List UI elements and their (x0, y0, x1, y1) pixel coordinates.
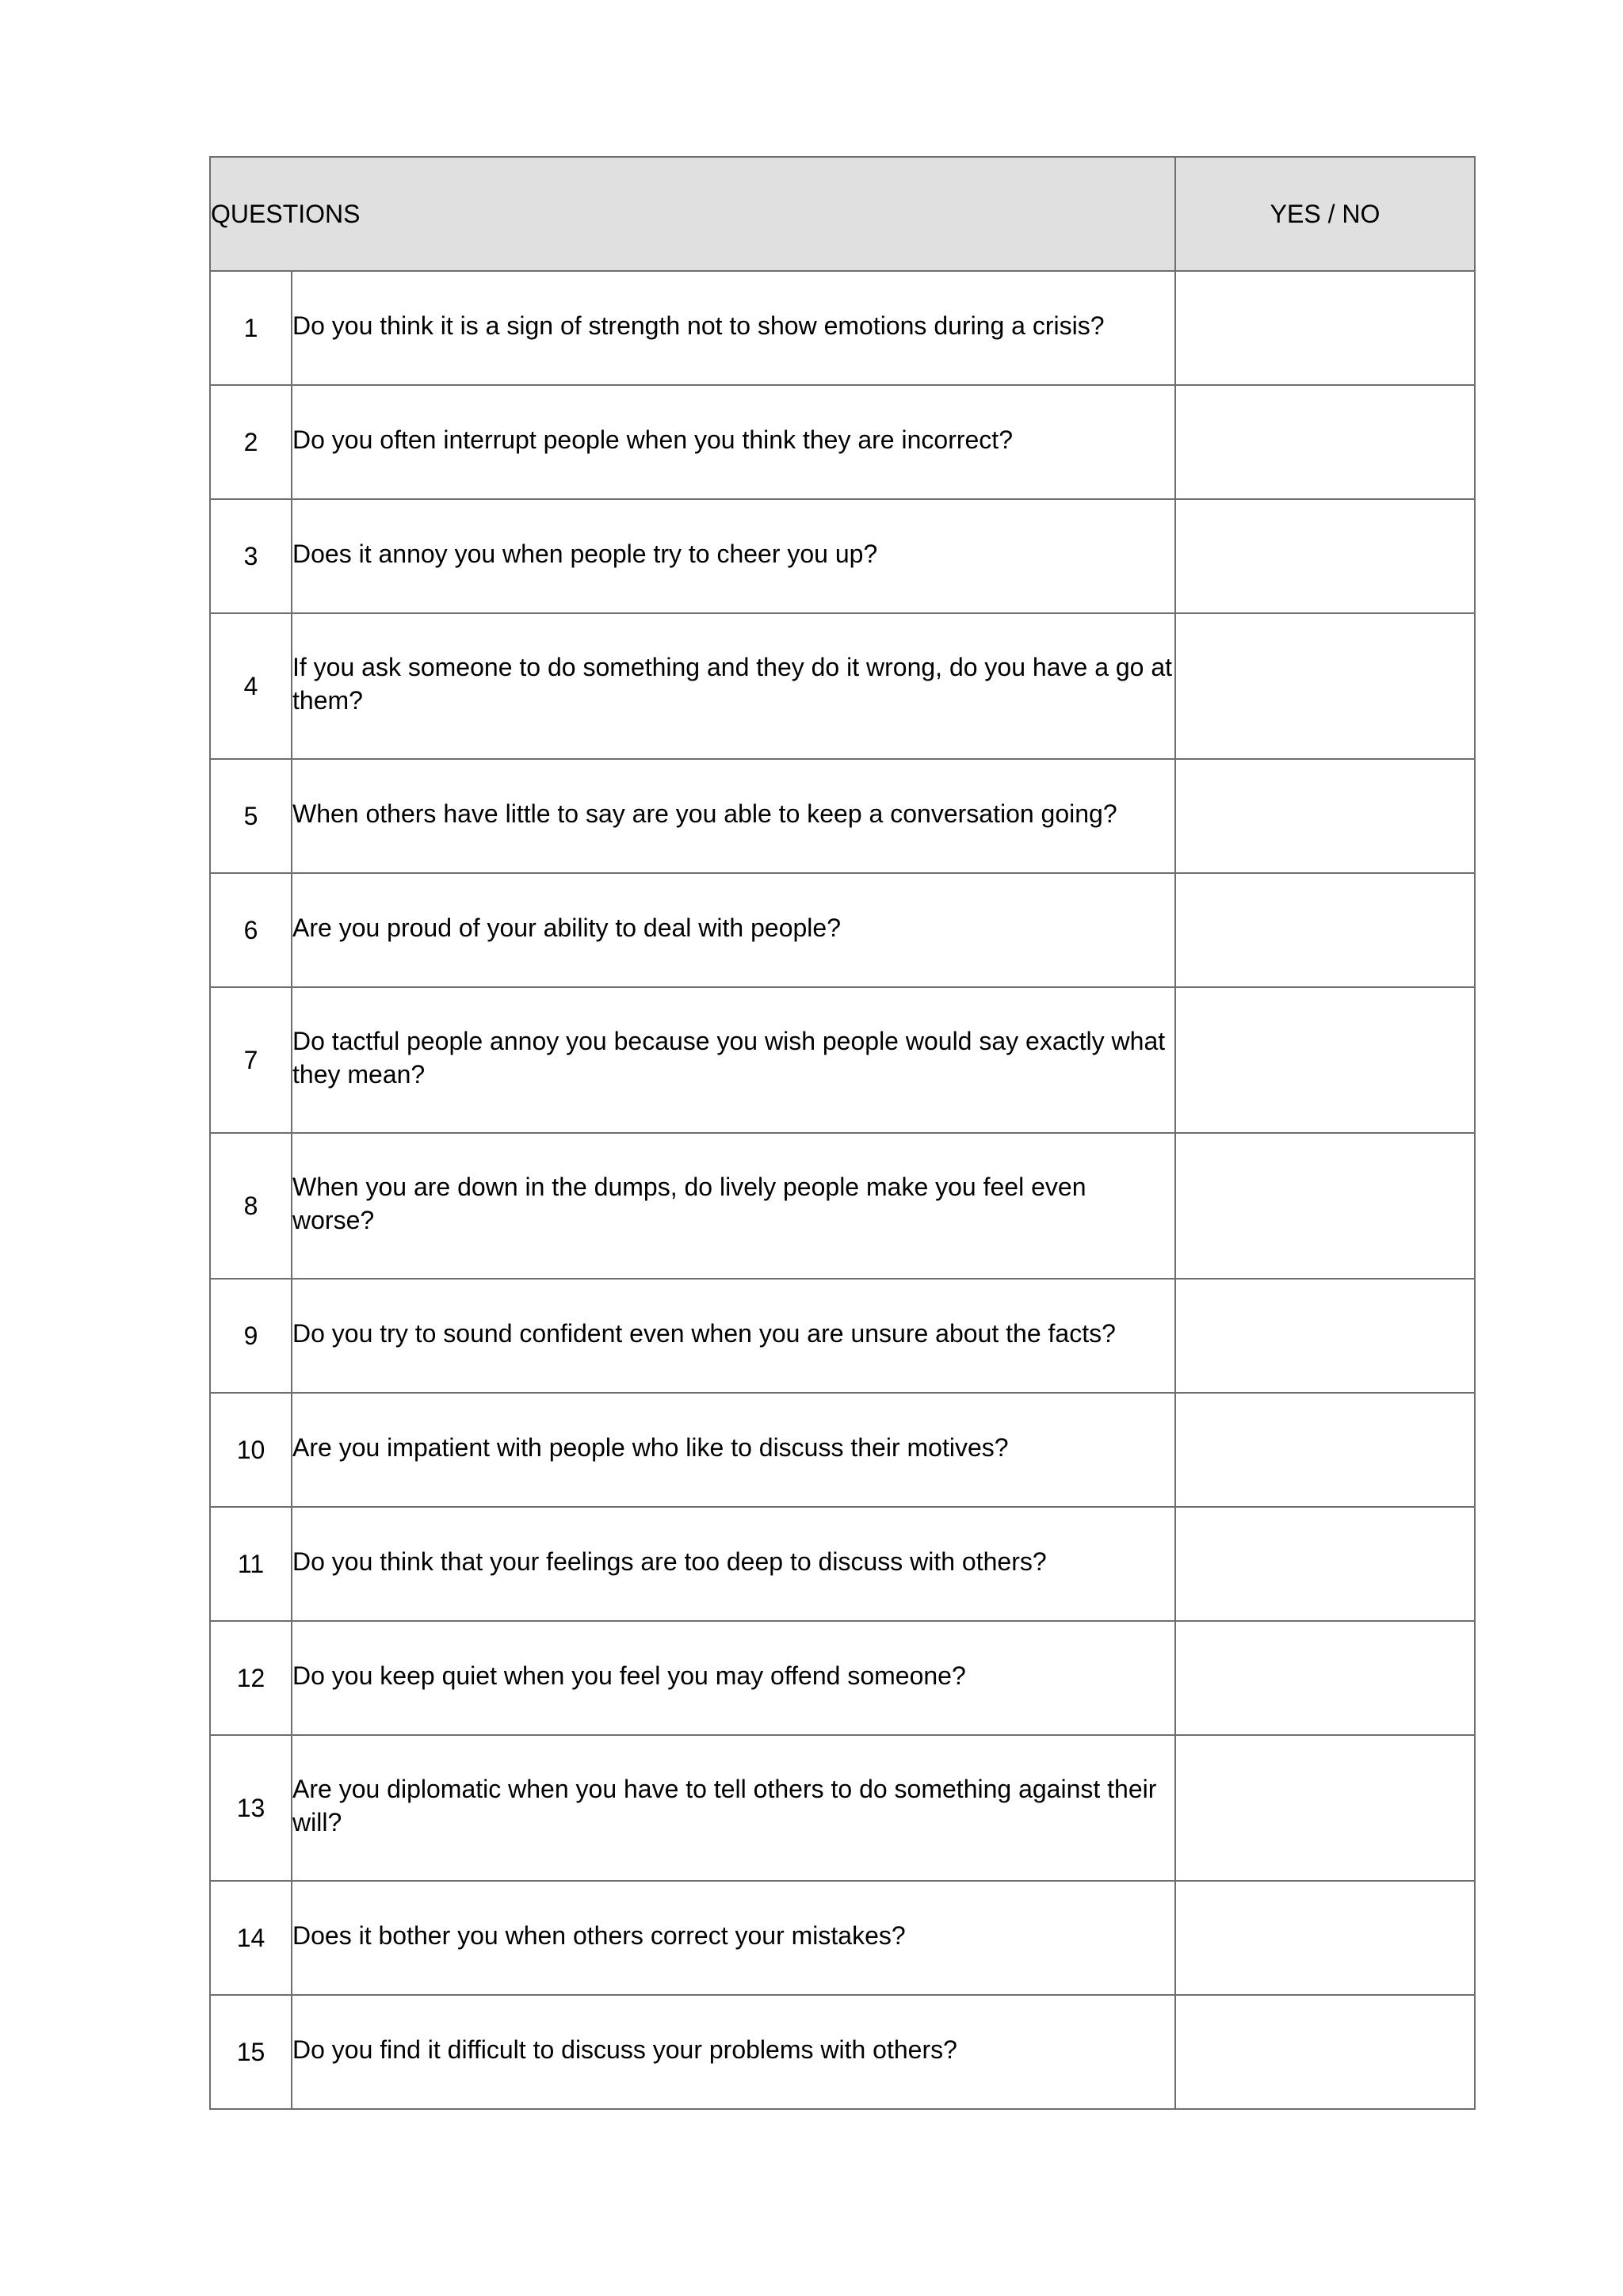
answer-cell[interactable] (1175, 759, 1475, 873)
questionnaire-sheet (209, 156, 1474, 2110)
table-row (210, 1507, 1475, 1621)
question-text (292, 1393, 1175, 1507)
table-row (210, 1621, 1475, 1735)
answer-cell[interactable] (1175, 1133, 1475, 1279)
question-number: 8 (210, 1133, 292, 1279)
question-text-label: If you ask someone to do something and they do it wrong, do you have a go at them? (292, 653, 1173, 715)
table-row (210, 1881, 1475, 1995)
question-text-label: When you are down in the dumps, do lively people make you feel even worse? (292, 1173, 1086, 1234)
question-text-label: Do you think that your feelings are too deep to discuss with others? (292, 1547, 1047, 1576)
question-text (292, 1881, 1175, 1995)
answer-cell[interactable] (1175, 1995, 1475, 2109)
table-row (210, 1279, 1475, 1393)
table-row (210, 1735, 1475, 1881)
question-text-label: Are you impatient with people who like to discuss their motives? (292, 1433, 1009, 1462)
answer-cell[interactable] (1175, 499, 1475, 613)
answer-cell[interactable] (1175, 271, 1475, 385)
question-number: 3 (210, 499, 292, 613)
question-text-label: Are you proud of your ability to deal with people? (292, 913, 841, 942)
question-text (292, 1735, 1175, 1881)
question-number: 2 (210, 385, 292, 499)
question-text (292, 613, 1175, 759)
answer-cell[interactable] (1175, 1507, 1475, 1621)
question-text (292, 1279, 1175, 1393)
question-text-label: Do you think it is a sign of strength not to show emotions during a crisis? (292, 311, 1105, 340)
question-text (292, 1133, 1175, 1279)
question-number: 13 (210, 1735, 292, 1881)
question-text-label: Do you often interrupt people when you think they are incorrect? (292, 425, 1013, 454)
yes-no-column-header: YES / NO (1175, 157, 1475, 271)
question-text-label: Do you find it difficult to discuss your problems with others? (292, 2035, 957, 2064)
question-number: 6 (210, 873, 292, 987)
question-number: 10 (210, 1393, 292, 1507)
table-row (210, 1393, 1475, 1507)
answer-cell[interactable] (1175, 1621, 1475, 1735)
answer-cell[interactable] (1175, 1735, 1475, 1881)
question-text (292, 759, 1175, 873)
question-text (292, 1507, 1175, 1621)
question-number: 15 (210, 1995, 292, 2109)
table-row (210, 271, 1475, 385)
question-number: 1 (210, 271, 292, 385)
question-number: 7 (210, 987, 292, 1133)
question-text (292, 271, 1175, 385)
question-text-label: Are you diplomatic when you have to tell others to do something against their will? (292, 1775, 1157, 1836)
answer-cell[interactable] (1175, 385, 1475, 499)
question-text (292, 1621, 1175, 1735)
answer-cell[interactable] (1175, 1393, 1475, 1507)
question-number: 5 (210, 759, 292, 873)
question-text-label: Do you try to sound confident even when you are unsure about the facts? (292, 1319, 1116, 1348)
table-row (210, 1995, 1475, 2109)
questionnaire-table (209, 156, 1476, 2110)
question-number: 11 (210, 1507, 292, 1621)
table-row (210, 1133, 1475, 1279)
answer-cell[interactable] (1175, 1881, 1475, 1995)
question-text-label: When others have little to say are you able to keep a conversation going? (292, 799, 1117, 828)
table-row (210, 873, 1475, 987)
question-number: 9 (210, 1279, 292, 1393)
question-text-label: Does it annoy you when people try to cheer you up? (292, 540, 878, 568)
question-text (292, 987, 1175, 1133)
question-text (292, 1995, 1175, 2109)
question-number: 4 (210, 613, 292, 759)
answer-cell[interactable] (1175, 613, 1475, 759)
question-number: 14 (210, 1881, 292, 1995)
answer-cell[interactable] (1175, 873, 1475, 987)
question-text (292, 873, 1175, 987)
table-row (210, 759, 1475, 873)
table-row (210, 613, 1475, 759)
table-row (210, 499, 1475, 613)
question-text-label: Does it bother you when others correct your mistakes? (292, 1921, 906, 1950)
question-text-label: Do you keep quiet when you feel you may offend someone? (292, 1661, 966, 1690)
questions-column-header: QUESTIONS (210, 157, 1175, 271)
question-text (292, 385, 1175, 499)
table-header-row (210, 157, 1475, 271)
question-text-label: Do tactful people annoy you because you wish people would say exactly what they mean? (292, 1027, 1166, 1089)
answer-cell[interactable] (1175, 987, 1475, 1133)
question-number: 12 (210, 1621, 292, 1735)
answer-cell[interactable] (1175, 1279, 1475, 1393)
table-row (210, 385, 1475, 499)
table-row (210, 987, 1475, 1133)
question-text (292, 499, 1175, 613)
